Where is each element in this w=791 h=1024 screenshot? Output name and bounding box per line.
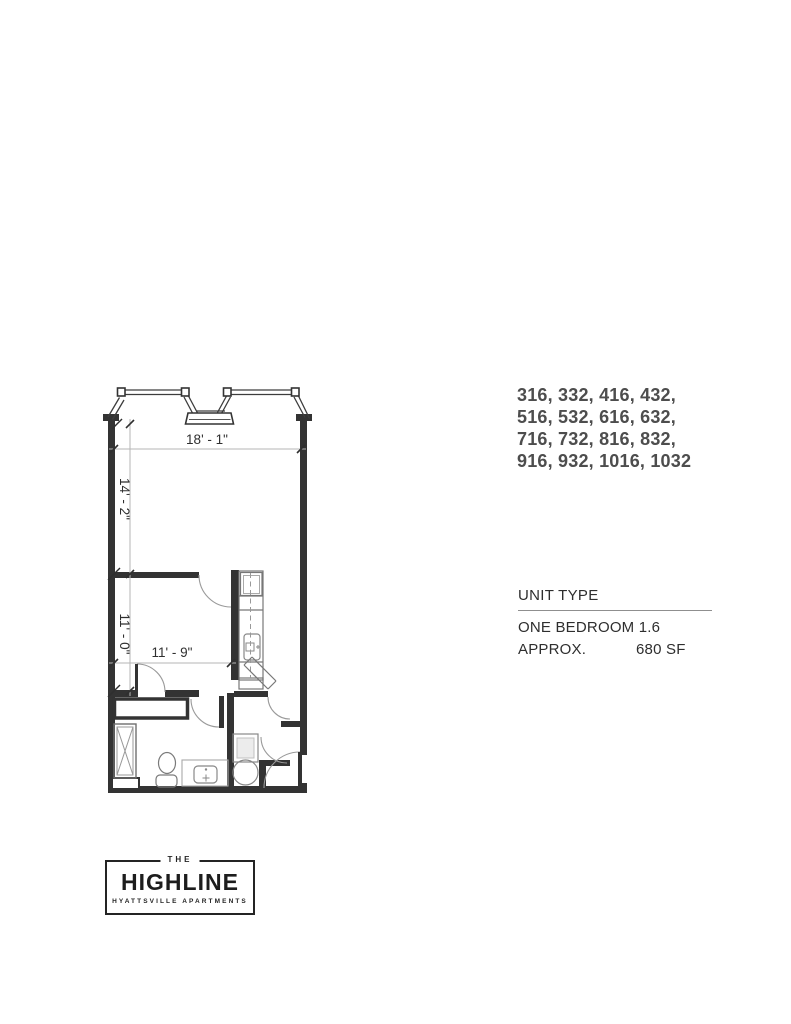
vanity [182, 760, 228, 786]
vanity-faucet [205, 768, 207, 770]
wall-bathroom-north [115, 699, 188, 718]
dimension-ticks [110, 420, 305, 695]
exterior-walls [103, 414, 312, 793]
door-living-arc [199, 575, 231, 607]
washer-dryer [233, 734, 258, 785]
wall-closet-top [234, 691, 268, 697]
door-bedroom-arc [137, 664, 165, 692]
window-angle-center-left [184, 396, 198, 414]
wall-bath-jamb [219, 696, 224, 728]
wd-box-inner [237, 738, 254, 758]
door-entry-leaf [298, 752, 302, 786]
unit-numbers-list [517, 384, 717, 472]
logo-the: THE [161, 855, 200, 864]
door-bathroom-arc [191, 699, 219, 727]
dimensions [108, 419, 306, 697]
approx-label: APPROX. [518, 641, 587, 658]
unit-numbers-line: 716, 732, 816, 832, [517, 429, 676, 449]
unit-name: ONE BEDROOM 1.6 [518, 619, 661, 636]
wall-cap-left [103, 414, 119, 421]
door-coat-closet-arc [268, 697, 290, 719]
wall-closet-stub [281, 721, 301, 727]
dimension-lines [109, 419, 306, 696]
unit-numbers-line: 316, 332, 416, 432, [517, 385, 676, 405]
refrigerator-inner [244, 576, 260, 594]
wardrobe [114, 724, 136, 778]
dim-label-bedroom-height: 11' - 0" [117, 613, 132, 655]
wall-bedroom-south-left [108, 690, 138, 697]
window-right [231, 390, 292, 395]
unit-numbers-line: 516, 532, 616, 632, [517, 407, 676, 427]
door-laundry-arc [261, 737, 287, 763]
toilet-bowl [159, 753, 176, 774]
unit-type-divider [518, 610, 712, 611]
vanity-drain-mark [203, 775, 210, 782]
unit-type-heading: UNIT TYPE [518, 587, 599, 604]
dim-label-top-width: 18' - 1" [186, 432, 228, 447]
wardrobe-x [117, 727, 133, 775]
wd-drum [233, 760, 258, 785]
logo-subtitle: HYATTSVILLE APARTMENTS [112, 898, 248, 905]
window-left [125, 390, 182, 395]
toilet [156, 753, 177, 788]
bay-windows [108, 388, 310, 424]
door-entry-arc [264, 752, 300, 788]
dim-label-living-height: 14' - 2" [117, 478, 132, 520]
kitchen [239, 571, 276, 689]
bathroom [114, 724, 228, 787]
wall-wd-side [259, 766, 266, 786]
area-value: 680 SF [636, 641, 686, 658]
logo-name: HIGHLINE [121, 869, 239, 895]
toilet-tank [156, 775, 177, 787]
highline-logo [105, 855, 255, 915]
dim-label-bedroom-width: 11' - 9" [151, 645, 193, 660]
unit-numbers-line: 916, 932, 1016, 1032 [517, 451, 692, 471]
wall-right [300, 418, 307, 755]
wall-bedroom-south-right [165, 690, 199, 697]
bay-sill [186, 411, 234, 424]
bath-shelf [112, 778, 139, 789]
